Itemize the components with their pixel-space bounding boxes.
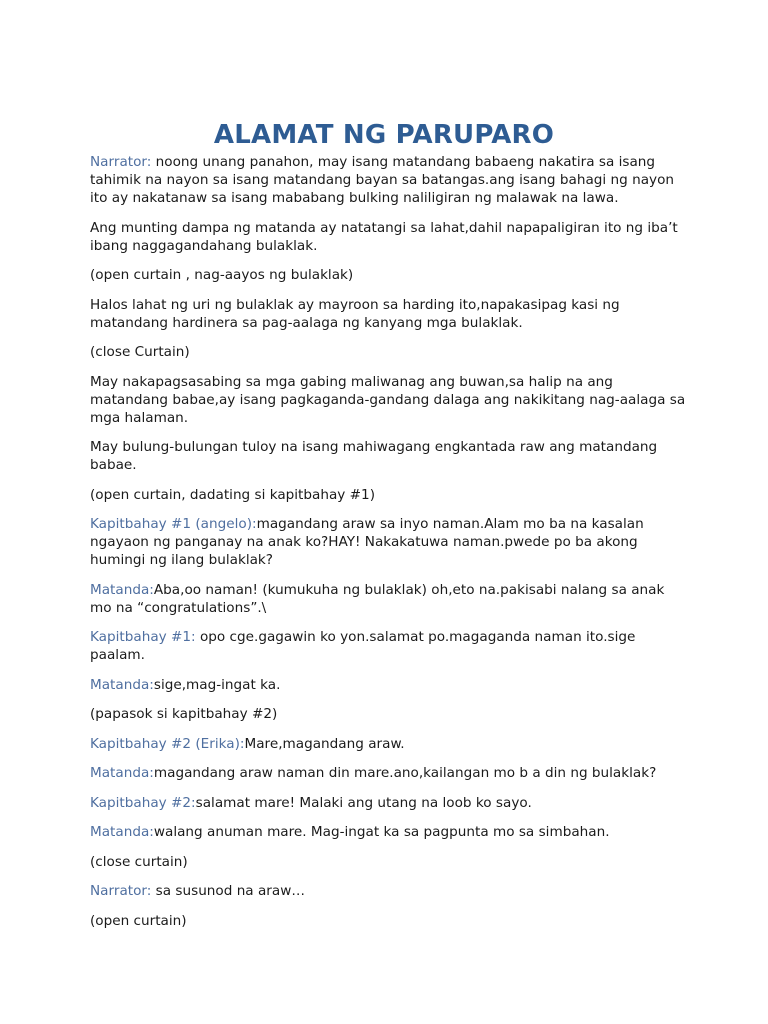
- paragraph-text: magandang araw naman din mare.ano,kailangan mo b a din ng bulaklak?: [153, 765, 657, 781]
- speaker-label: Matanda:: [90, 676, 154, 693]
- paragraph-text: walang anuman mare. Mag-ingat ka sa pagpunta mo sa simbahan.: [153, 824, 610, 840]
- paragraph: [90, 343, 690, 361]
- paragraph-text: salamat mare! Malaki ang utang na loob ko sayo.: [195, 794, 532, 811]
- paragraph: [90, 705, 690, 723]
- paragraph: [90, 153, 690, 207]
- speaker-label: Matanda:: [90, 581, 154, 598]
- paragraph: [90, 438, 690, 474]
- paragraph-text: Mare,magandang araw.: [244, 735, 405, 752]
- paragraph: [90, 853, 690, 871]
- paragraph: [90, 794, 690, 812]
- paragraph-text: noong unang panahon, may isang matandang babaeng nakatira sa isang tahimik na nayon sa isang matandang bayan sa batangas.ang isang bahagi ng nayon ito ay nakatanaw sa isang mababang bulking naliligiran ng malawak na lawa.: [90, 154, 675, 206]
- document-body: [90, 153, 690, 941]
- paragraph-text: (close Curtain): [90, 344, 190, 360]
- speaker-label: Kapitbahay #2 (Erika):: [90, 735, 245, 752]
- speaker-label: Kapitbahay #2:: [90, 794, 196, 811]
- speaker-label: Matanda:: [90, 824, 154, 840]
- paragraph: [90, 823, 690, 841]
- paragraph-text: (open curtain, dadating si kapitbahay #1): [90, 486, 376, 503]
- paragraph: [90, 628, 690, 664]
- paragraph-text: opo cge.gagawin ko yon.salamat po.magaganda naman ito.sige paalam.: [90, 629, 636, 663]
- paragraph-text: (open curtain , nag-aayos ng bulaklak): [90, 267, 354, 283]
- document-title: ALAMAT NG PARUPARO: [213, 120, 555, 150]
- paragraph-text: May nakapagsasabing sa mga gabing maliwanag ang buwan,sa halip na ang matandang babae,ay isang pagkaganda-gandang dalaga ang nakikitang nag-aalaga sa mga halaman.: [90, 373, 686, 426]
- paragraph-text: May bulung-bulungan tuloy na isang mahiwagang engkantada raw ang matandang babae.: [90, 439, 658, 473]
- paragraph: [90, 735, 690, 753]
- speaker-label: Narrator:: [90, 154, 152, 170]
- speaker-label: Narrator:: [90, 883, 152, 899]
- paragraph: [90, 515, 690, 569]
- paragraph-text: Aba,oo naman! (kumukuha ng bulaklak) oh,eto na.pakisabi nalang sa anak mo na “congratulations”.\: [90, 581, 665, 616]
- paragraph: [90, 296, 690, 332]
- speaker-label: Kapitbahay #1 (angelo):: [90, 516, 257, 532]
- paragraph: [90, 486, 690, 504]
- paragraph: [90, 912, 690, 930]
- paragraph: [90, 676, 690, 694]
- paragraph: [90, 266, 690, 284]
- paragraph: [90, 882, 690, 900]
- paragraph: [90, 581, 690, 617]
- paragraph: [90, 764, 690, 782]
- paragraph-text: (open curtain): [90, 912, 187, 929]
- paragraph-text: (papasok si kapitbahay #2): [90, 706, 278, 722]
- paragraph-text: magandang araw sa inyo naman.Alam mo ba na kasalan ngayaon ng panganay na anak ko?HAY! Nakakatuwa naman.pwede po ba akong humingi ng ilang bulaklak?: [90, 516, 644, 568]
- paragraph-text: sige,mag-ingat ka.: [153, 676, 281, 693]
- paragraph: [90, 219, 690, 255]
- paragraph-text: Halos lahat ng uri ng bulaklak ay mayroon sa harding ito,napakasipag kasi ng matandang hardinera sa pag-aalaga ng kanyang mga bulaklak.: [90, 296, 620, 331]
- speaker-label: Matanda:: [90, 765, 154, 781]
- paragraph: [90, 373, 690, 427]
- paragraph-text: Ang munting dampa ng matanda ay natatangi sa lahat,dahil napapaligiran ito ng iba’t ibang naggagandahang bulaklak.: [90, 219, 678, 254]
- paragraph-text: sa susunod na araw…: [151, 883, 305, 899]
- speaker-label: Kapitbahay #1:: [90, 629, 196, 645]
- paragraph-text: (close curtain): [90, 853, 188, 870]
